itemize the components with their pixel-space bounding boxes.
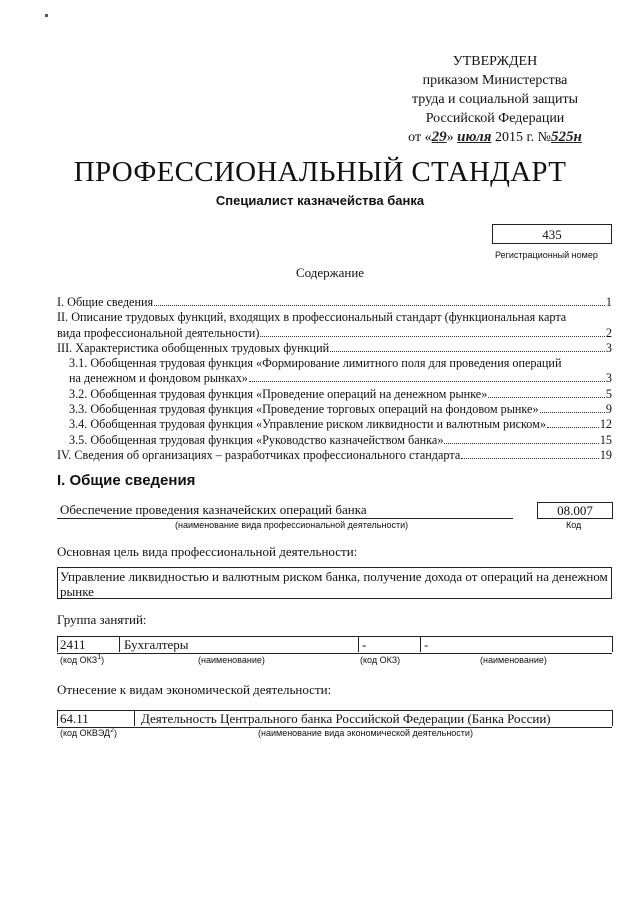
goal-box: Управление ликвидностью и валютным риском банка, получение дохода от операций на денежном рынке <box>57 567 612 599</box>
toc-item[interactable]: 3.2. Обобщенная трудовая функция «Проведение операций на денежном рынке» 5 <box>69 386 612 401</box>
okz-code-2: - <box>362 637 367 652</box>
page-title: ПРОФЕССИОНАЛЬНЫЙ СТАНДАРТ <box>73 156 567 188</box>
activity-name: Обеспечение проведения казначейских операций банка <box>60 502 367 517</box>
approval-date <box>390 128 600 147</box>
toc-item[interactable]: IV. Сведения об организациях – разработчиках профессионального стандарта 19 <box>57 447 612 462</box>
toc-item[interactable]: III. Характеристика обобщенных трудовых функций 3 <box>57 340 612 355</box>
activity-caption: (наименование вида профессиональной деятельности) <box>175 520 409 530</box>
okved-code-caption: (код ОКВЭД$^2$) <box>60 727 118 738</box>
handwritten-number: 525н <box>550 129 582 145</box>
date-close-quote: » <box>446 130 454 145</box>
toc-item[interactable]: 3.1. Обобщенная трудовая функция «Формирование лимитного поля для проведения операций на денежном и фондовом рынках» 3 <box>69 356 612 386</box>
okz-code: 2411 <box>60 637 86 652</box>
approval-stamp <box>390 52 600 147</box>
registration-number-label: Регистрационный номер <box>495 250 598 260</box>
okz-name-caption: (наименование) <box>198 655 265 665</box>
page-subtitle: Специалист казначейства банка <box>215 193 425 208</box>
toc-item[interactable]: 3.3. Обобщенная трудовая функция «Проведение торговых операций на фондовом рынке» 9 <box>69 402 612 417</box>
okz-name: Бухгалтеры <box>124 637 189 652</box>
group-label: Группа занятий: <box>57 612 147 627</box>
toc-item[interactable]: 3.5. Обобщенная трудовая функция «Руководство казначейством банка» 15 <box>69 432 612 447</box>
activity-code-box: 08.007 <box>537 502 613 519</box>
scan-speck <box>45 14 48 17</box>
toc-item[interactable]: I. Общие сведения 1 <box>57 295 612 309</box>
handwritten-month: июля <box>457 129 492 145</box>
okved-name-caption: (наименование вида экономической деятельности) <box>258 728 473 738</box>
okz-code-caption: (код ОКЗ$^1$) <box>60 654 105 665</box>
activity-code-caption: Код <box>566 520 582 530</box>
approval-line3: труда и социальной защиты <box>412 92 578 107</box>
okz-name2-caption: (наименование) <box>480 655 547 665</box>
okved-code: 64.11 <box>60 711 89 726</box>
date-prefix: от « <box>408 130 432 145</box>
okved-name: Деятельность Центрального банка Российской Федерации (Банка России) <box>141 711 551 726</box>
date-year: 2015 г. № <box>494 130 551 145</box>
toc-item[interactable]: 3.4. Обобщенная трудовая функция «Управление риском ликвидности и валютным риском» 12 <box>69 417 612 432</box>
registration-number-box: 435 <box>492 224 612 244</box>
approval-line4: Российской Федерации <box>425 111 565 126</box>
goal-label: Основная цель вида профессиональной деятельности: <box>57 544 358 559</box>
toc-item[interactable]: II. Описание трудовых функций, входящих в профессиональный стандарт (функциональная карта вида профессиональной деятельности) 2 <box>57 310 612 340</box>
handwritten-day: 29 <box>431 129 447 145</box>
approval-line2: приказом Министерства <box>422 73 568 88</box>
okz-name-2: - <box>424 637 429 652</box>
econ-label: Отнесение к видам экономической деятельности: <box>57 682 332 697</box>
table-of-contents <box>57 295 612 463</box>
toc-heading: Содержание <box>295 265 365 280</box>
approval-line1: УТВЕРЖДЕН <box>452 54 538 69</box>
section-heading: I. Общие сведения <box>57 472 196 489</box>
okz-code2-caption: (код ОКЗ) <box>360 655 401 665</box>
activity-underline <box>57 518 513 519</box>
